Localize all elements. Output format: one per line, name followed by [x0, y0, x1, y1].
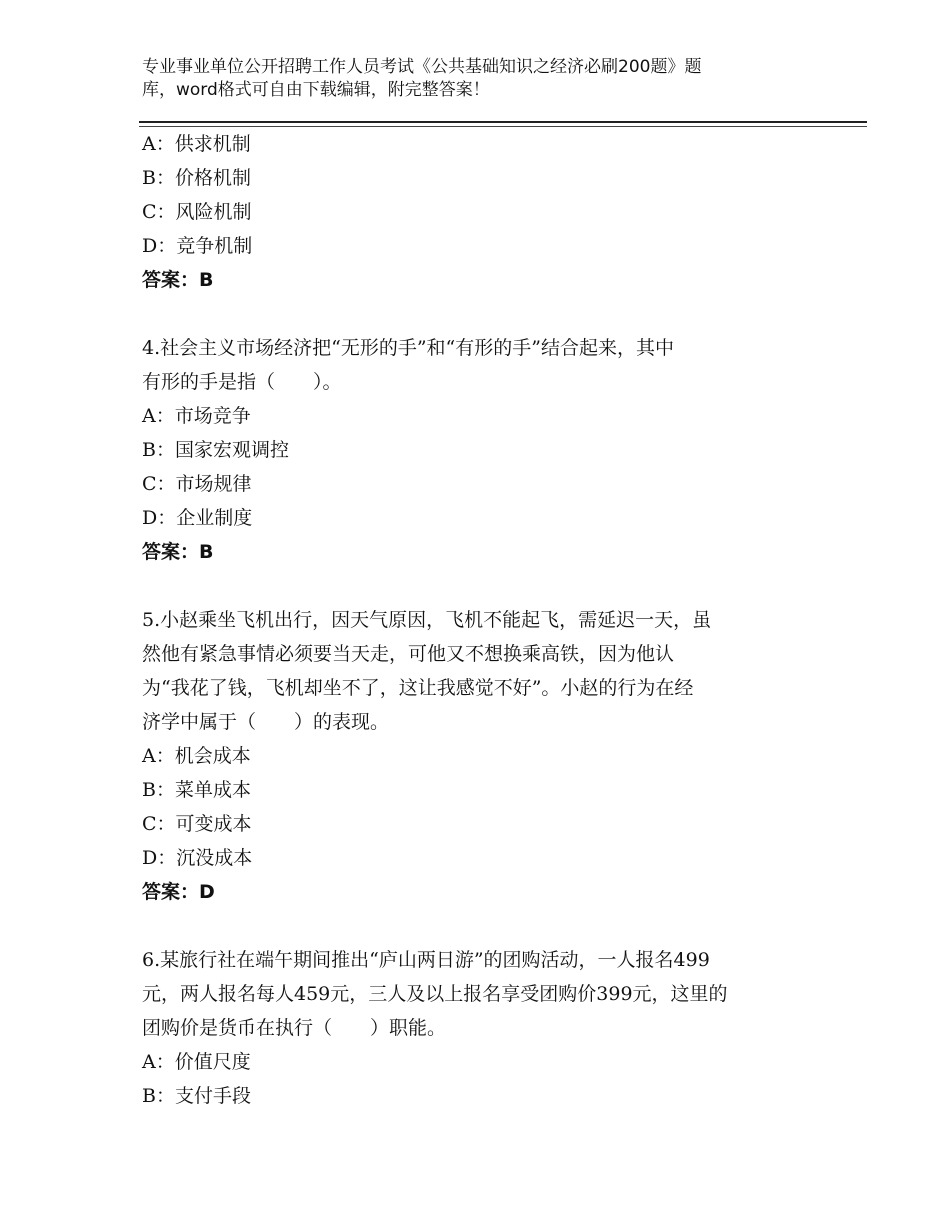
- option-b: B：菜单成本: [142, 779, 251, 801]
- question-text-line: 元，两人报名每人459元，三人及以上报名享受团购价399元，这里的: [142, 983, 728, 1005]
- question-list: [142, 127, 802, 1113]
- header-line-1: 专业事业单位公开招聘工作人员考试《公共基础知识之经济必刷200题》题: [142, 57, 702, 77]
- option-d: D：竞争机制: [142, 235, 253, 257]
- option-c: C：市场规律: [142, 473, 252, 495]
- option-a: A：供求机制: [142, 133, 251, 155]
- answer: 答案：B: [142, 541, 214, 563]
- answer: 答案：D: [142, 881, 215, 903]
- option-a: A：市场竞争: [142, 405, 251, 427]
- option-d: D：企业制度: [142, 507, 253, 529]
- spacer: [142, 569, 802, 603]
- option-a: A：机会成本: [142, 745, 251, 767]
- question-6: [142, 943, 802, 1113]
- question-text-line: 为“我花了钱，飞机却坐不了，这让我感觉不好”。小赵的行为在经: [142, 677, 694, 699]
- question-3: [142, 127, 802, 297]
- question-text-line: 有形的手是指（ ）。: [142, 371, 342, 393]
- question-4: [142, 331, 802, 569]
- header-rule-thick: [139, 121, 867, 123]
- option-b: B：支付手段: [142, 1085, 251, 1107]
- question-text-line: 5.小赵乘坐飞机出行，因天气原因，飞机不能起飞，需延迟一天，虽: [142, 609, 712, 631]
- question-5: [142, 603, 802, 909]
- option-a: A：价值尺度: [142, 1051, 251, 1073]
- option-b: B：国家宏观调控: [142, 439, 289, 461]
- option-d: D：沉没成本: [142, 847, 253, 869]
- document-header: [142, 56, 782, 102]
- question-text-line: 团购价是货币在执行（ ）职能。: [142, 1017, 447, 1039]
- spacer: [142, 909, 802, 943]
- spacer: [142, 297, 802, 331]
- option-c: C：可变成本: [142, 813, 252, 835]
- header-line-2: 库，word格式可自由下载编辑，附完整答案！: [142, 80, 490, 100]
- question-text-line: 济学中属于（ ）的表现。: [142, 711, 390, 733]
- option-c: C：风险机制: [142, 201, 252, 223]
- answer: 答案：B: [142, 269, 214, 291]
- question-text-line: 然他有紧急事情必须要当天走，可他又不想换乘高铁，因为他认: [142, 643, 675, 665]
- question-text-line: 6.某旅行社在端午期间推出“庐山两日游”的团购活动，一人报名499: [142, 949, 710, 971]
- option-b: B：价格机制: [142, 167, 251, 189]
- question-text-line: 4.社会主义市场经济把“无形的手”和“有形的手”结合起来，其中: [142, 337, 674, 359]
